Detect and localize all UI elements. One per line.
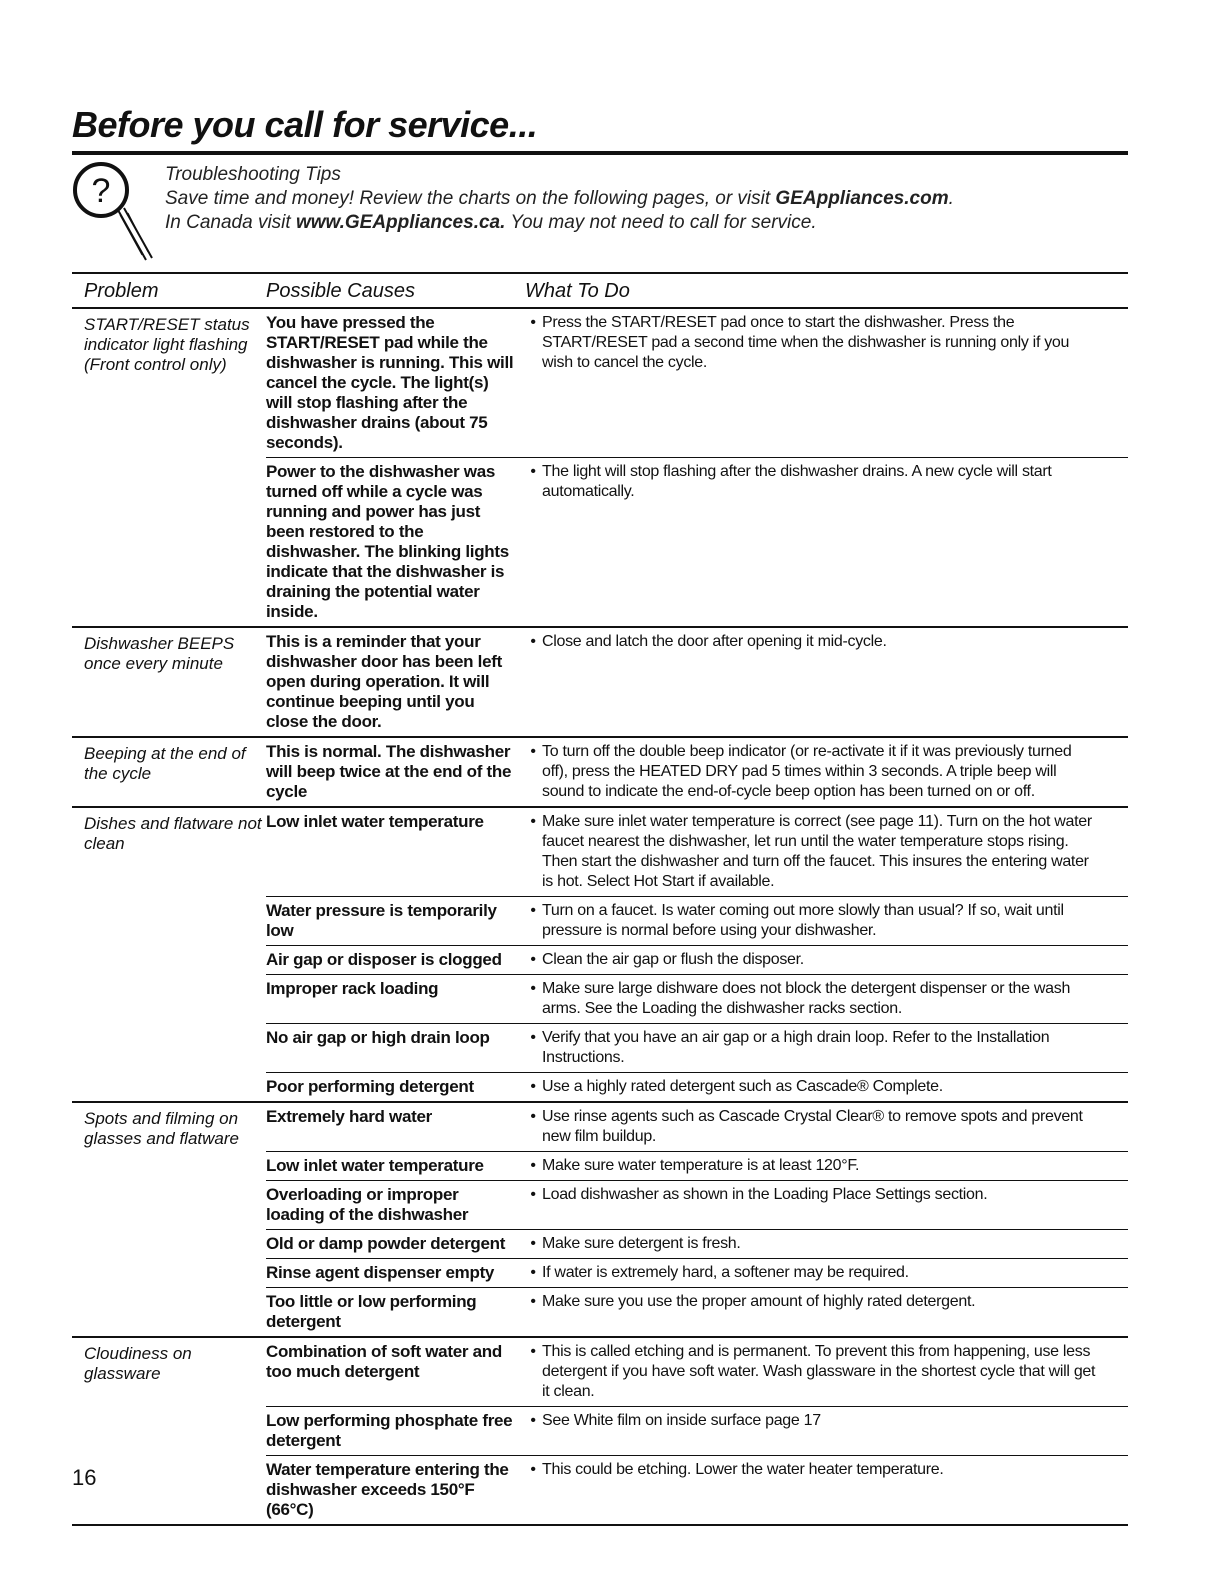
bullet-icon: • [530,1293,536,1310]
svg-text:?: ? [91,172,111,210]
bullet-icon: • [530,1078,536,1095]
problem-label: Dishes and flatware not clean [84,814,262,853]
what-to-do-text: The light will stop flashing after the dishwasher drains. A new cycle will start automatically. [542,463,1052,500]
what-to-do-text: Verify that you have an air gap or a high drain loop. Refer to the Installation Instructions. [542,1029,1050,1066]
magnifier-question-icon [68,160,168,270]
what-to-do [524,901,1128,941]
title-rule [72,151,1128,155]
problem-group [72,309,1128,628]
what-to-do [524,1156,1128,1176]
table-row [266,946,1128,975]
what-to-do-text: Load dishwasher as shown in the Loading Place Settings section. [542,1186,988,1203]
table-row [266,975,1128,1024]
what-to-do-text: Make sure you use the proper amount of highly rated detergent. [542,1293,976,1310]
bullet-icon: • [530,1264,536,1281]
ge-appliances-canada-link[interactable]: www.GEAppliances.ca. [295,212,506,233]
problem-group [72,1338,1128,1526]
what-to-do [524,812,1128,892]
problem-group [72,628,1128,738]
table-row [266,458,1128,626]
what-to-do [524,1234,1128,1254]
table-row [266,738,1128,806]
page-title: Before you call for service... [72,104,538,145]
bullet-icon: • [530,1343,536,1360]
table-row [266,1456,1128,1524]
ge-appliances-link[interactable]: GEAppliances.com [775,188,949,209]
possible-cause: Poor performing detergent [266,1077,474,1096]
troubleshooting-table [72,272,1128,1526]
bullet-icon: • [530,1412,536,1429]
troubleshooting-tips [165,163,954,235]
what-to-do [524,1185,1128,1225]
tips-heading: Troubleshooting Tips [165,164,341,185]
bullet-icon: • [530,813,536,830]
table-row [266,1230,1128,1259]
possible-cause: Low performing phosphate free detergent [266,1411,513,1450]
what-to-do-text: This is called etching and is permanent. To prevent this from happening, use less detergent if you have soft water. Wash glassware in the shortest cycle that will get it clean. [542,1343,1096,1400]
possible-cause: Improper rack loading [266,979,439,998]
table-row [266,1338,1128,1407]
possible-cause: Too little or low performing detergent [266,1292,477,1331]
what-to-do-text: Turn on a faucet. Is water coming out more slowly than usual? If so, wait until pressure is normal before using your dishwasher. [542,902,1064,939]
possible-cause: Extremely hard water [266,1107,432,1126]
bullet-icon: • [530,1461,536,1478]
what-to-do-text: Clean the air gap or flush the disposer. [542,951,804,968]
problem-label: Spots and filming on glasses and flatware [84,1109,239,1148]
possible-cause: Low inlet water temperature [266,1156,484,1175]
bullet-icon: • [530,1235,536,1252]
what-to-do [524,1411,1128,1451]
what-to-do-text: Use a highly rated detergent such as Cascade® Complete. [542,1078,943,1095]
header-causes: Possible Causes [266,280,415,302]
tips-line-1: Save time and money! Review the charts on the following pages, or visit GEAppliances.com. [165,188,954,209]
possible-cause: You have pressed the START/RESET pad while the dishwasher is running. This will cancel the cycle. The light(s) will stop flashing after the dishwasher drains (about 75 seconds). [266,313,514,452]
possible-cause: This is a reminder that your dishwasher door has been left open during operation. It will continue beeping until you close the door. [266,632,502,731]
possible-cause: Overloading or improper loading of the dishwasher [266,1185,469,1224]
problem-group [72,1103,1128,1338]
what-to-do-text: Press the START/RESET pad once to start the dishwasher. Press the START/RESET pad a second time when the dishwasher is running only if you wish to cancel the cycle. [542,314,1070,371]
page-number: 16 [72,1465,97,1490]
possible-cause: Water temperature entering the dishwasher exceeds 150°F (66°C) [266,1460,509,1519]
problem-label: START/RESET status indicator light flashing (Front control only) [84,315,250,374]
table-header [72,272,1128,309]
what-to-do-text: If water is extremely hard, a softener may be required. [542,1264,909,1281]
problem-label: Cloudiness on glassware [84,1344,192,1383]
tips-line-2: In Canada visit www.GEAppliances.ca. You may not need to call for service. [165,212,817,233]
what-to-do [524,462,1128,622]
problem-group [72,738,1128,808]
bullet-icon: • [530,633,536,650]
bullet-icon: • [530,1186,536,1203]
table-row [266,1103,1128,1152]
table-row [266,808,1128,897]
what-to-do [524,313,1128,453]
bullet-icon: • [530,314,536,331]
what-to-do [524,1107,1128,1147]
table-row [266,1024,1128,1073]
what-to-do [524,1342,1128,1402]
header-problem: Problem [84,280,159,302]
what-to-do [524,979,1128,1019]
bullet-icon: • [530,980,536,997]
header-todo: What To Do [525,280,630,302]
bullet-icon: • [530,902,536,919]
what-to-do-text: Make sure large dishware does not block the detergent dispenser or the wash arms. See the Loading the dishwasher racks section. [542,980,1071,1017]
possible-cause: No air gap or high drain loop [266,1028,490,1047]
what-to-do [524,632,1128,732]
what-to-do-text: To turn off the double beep indicator (or re-activate it if it was previously turned off), press the HEATED DRY pad 5 times within 3 seconds. A triple beep will sound to indicate the end-of-cycle beep option has been turned on or off. [542,743,1072,800]
bullet-icon: • [530,743,536,760]
what-to-do-text: Close and latch the door after opening it mid-cycle. [542,633,887,650]
table-row [266,1259,1128,1288]
bullet-icon: • [530,951,536,968]
table-row [266,1288,1128,1336]
table-row [266,1181,1128,1230]
what-to-do [524,1292,1128,1332]
what-to-do-text: This could be etching. Lower the water heater temperature. [542,1461,944,1478]
problem-label: Dishwasher BEEPS once every minute [84,634,235,673]
what-to-do-text: Make sure water temperature is at least 120°F. [542,1157,860,1174]
possible-cause: Rinse agent dispenser empty [266,1263,495,1282]
possible-cause: This is normal. The dishwasher will beep twice at the end of the cycle [266,742,512,801]
what-to-do [524,1077,1128,1097]
what-to-do-text: See White film on inside surface page 17 [542,1412,821,1429]
what-to-do-text: Use rinse agents such as Cascade Crystal Clear® to remove spots and prevent new film buildup. [542,1108,1083,1145]
table-row [266,309,1128,458]
possible-cause: Low inlet water temperature [266,812,484,831]
possible-cause: Power to the dishwasher was turned off while a cycle was running and power has just been restored to the dishwasher. The blinking lights indicate that the dishwasher is draining the potential water inside. [266,462,509,621]
possible-cause: Old or damp powder detergent [266,1234,506,1253]
what-to-do [524,1460,1128,1520]
what-to-do [524,950,1128,970]
possible-cause: Water pressure is temporarily low [266,901,497,940]
table-row [266,1407,1128,1456]
bullet-icon: • [530,463,536,480]
bullet-icon: • [530,1108,536,1125]
what-to-do [524,742,1128,802]
what-to-do-text: Make sure detergent is fresh. [542,1235,741,1252]
table-row [266,628,1128,736]
possible-cause: Combination of soft water and too much detergent [266,1342,502,1381]
what-to-do [524,1028,1128,1068]
table-row [266,1073,1128,1101]
bullet-icon: • [530,1157,536,1174]
what-to-do-text: Make sure inlet water temperature is correct (see page 11). Turn on the hot water faucet nearest the dishwasher, let run until the water temperature stops rising. Then start the dishwasher and turn off the faucet. This insures the entering water is hot. Select Hot Start if available. [542,813,1092,890]
bullet-icon: • [530,1029,536,1046]
problem-label: Beeping at the end of the cycle [84,744,246,783]
table-row [266,897,1128,946]
problem-group [72,808,1128,1103]
table-row [266,1152,1128,1181]
what-to-do [524,1263,1128,1283]
possible-cause: Air gap or disposer is clogged [266,950,502,969]
